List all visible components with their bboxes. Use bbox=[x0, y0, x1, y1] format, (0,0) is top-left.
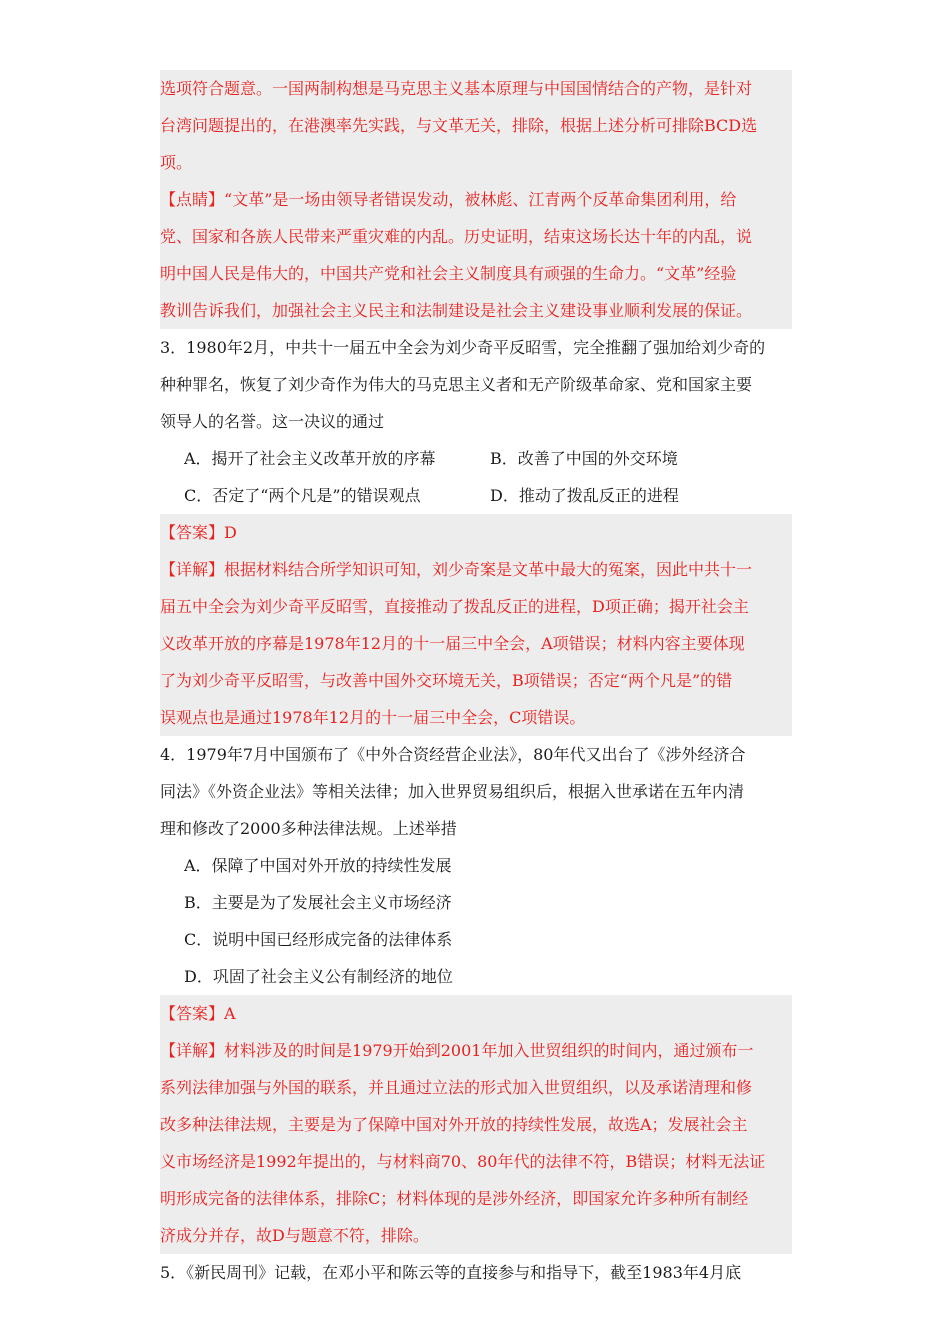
option-c: C．否定了“两个凡是”的错误观点 bbox=[184, 486, 421, 505]
option-d: D．推动了拨乱反正的进程 bbox=[490, 486, 679, 505]
detail-line: 了为刘少奇平反昭雪，与改善中国外交环境无关，B项错误；否定“两个凡是”的错 bbox=[160, 671, 733, 690]
options-grid bbox=[184, 440, 792, 514]
detail-line: 误观点也是通过1978年12月的十一届三中全会，C项错误。 bbox=[160, 708, 586, 727]
detail-line: 【详解】材料涉及的时间是1979开始到2001年加入世贸组织的时间内，通过颁布一 bbox=[160, 1041, 754, 1060]
detail-line: 系列法律加强与外国的联系，并且通过立法的形式加入世贸组织，以及承诺清理和修 bbox=[160, 1078, 753, 1097]
detail-line: 【详解】根据材料结合所学知识可知，刘少奇案是文革中最大的冤案，因此中共十一 bbox=[160, 560, 753, 579]
question-stem-line: 5．《新民周刊》记载，在邓小平和陈云等的直接参与和指导下，截至1983年4月底 bbox=[160, 1263, 742, 1282]
detail-line: 改多种法律法规，主要是为了保障中国对外开放的持续性发展，故选A；发展社会主 bbox=[160, 1115, 748, 1134]
question-stem-line: 种种罪名，恢复了刘少奇作为伟大的马克思主义者和无产阶级革命家、党和国家主要 bbox=[160, 375, 753, 394]
question-stem-line: 理和修改了2000多种法律法规。上述举措 bbox=[160, 819, 457, 838]
answer-tag: 【答案】 bbox=[160, 1004, 225, 1023]
detail-line: 济成分并存，故D与题意不符，排除。 bbox=[160, 1226, 429, 1245]
comment-tag: 【点睛】 bbox=[160, 190, 225, 209]
answer-line bbox=[160, 995, 792, 1032]
explanation-line: 项。 bbox=[160, 153, 193, 172]
option-b: B．主要是为了发展社会主义市场经济 bbox=[184, 893, 452, 912]
detail-line: 义改革开放的序幕是1978年12月的十一届三中全会，A项错误；材料内容主要体现 bbox=[160, 634, 745, 653]
explanation-line: 台湾问题提出的，在港澳率先实践，与文革无关，排除，根据上述分析可排除BCD选 bbox=[160, 116, 758, 135]
detail-line: 届五中全会为刘少奇平反昭雪，直接推动了拨乱反正的进程，D项正确；揭开社会主 bbox=[160, 597, 749, 616]
detail-line: 明形成完备的法律体系，排除C；材料体现的是涉外经济，即国家允许多种所有制经 bbox=[160, 1189, 749, 1208]
option-a: A．揭开了社会主义改革开放的序幕 bbox=[184, 449, 436, 468]
answer-value: A bbox=[224, 1004, 236, 1023]
detail-tag: 【详解】 bbox=[160, 1041, 225, 1060]
explanation-line: 选项符合题意。一国两制构想是马克思主义基本原理与中国国情结合的产物，是针对 bbox=[160, 79, 753, 98]
question-4 bbox=[160, 736, 792, 995]
detail-line: 义市场经济是1992年提出的，与材料商70、80年代的法律不符，B错误；材料无法证 bbox=[160, 1152, 766, 1171]
comment-line: 明中国人民是伟大的，中国共产党和社会主义制度具有顽强的生命力。“文革”经验 bbox=[160, 264, 737, 283]
document-page bbox=[160, 70, 792, 1291]
answer-line bbox=[160, 514, 792, 551]
prev-explanation-block bbox=[160, 70, 792, 329]
comment-line: 【点睛】“文革”是一场由领导者错误发动，被林彪、江青两个反革命集团利用，给 bbox=[160, 190, 737, 209]
comment-line: 党、国家和各族人民带来严重灾难的内乱。历史证明，结束这场长达十年的内乱，说 bbox=[160, 227, 753, 246]
question-3 bbox=[160, 329, 792, 514]
comment-line: 教训告诉我们，加强社会主义民主和法制建设是社会主义建设事业顺利发展的保证。 bbox=[160, 301, 753, 320]
answer-tag: 【答案】 bbox=[160, 523, 225, 542]
question-stem-line: 同法》《外资企业法》等相关法律；加入世界贸易组织后，根据入世承诺在五年内清 bbox=[160, 782, 745, 801]
answer-value: D bbox=[224, 523, 237, 542]
question-stem-line: 4．1979年7月中国颁布了《中外合资经营企业法》，80年代又出台了《涉外经济合 bbox=[160, 745, 746, 764]
answer-block-3 bbox=[160, 514, 792, 736]
question-stem-line: 领导人的名誉。这一决议的通过 bbox=[160, 412, 385, 431]
answer-block-4 bbox=[160, 995, 792, 1254]
detail-tag: 【详解】 bbox=[160, 560, 225, 579]
option-b: B．改善了中国的外交环境 bbox=[490, 449, 678, 468]
option-c: C．说明中国已经形成完备的法律体系 bbox=[184, 930, 453, 949]
question-5 bbox=[160, 1254, 792, 1291]
option-d: D．巩固了社会主义公有制经济的地位 bbox=[184, 967, 453, 986]
question-stem-line: 3．1980年2月，中共十一届五中全会为刘少奇平反昭雪，完全推翻了强加给刘少奇的 bbox=[160, 338, 766, 357]
option-a: A．保障了中国对外开放的持续性发展 bbox=[184, 856, 452, 875]
